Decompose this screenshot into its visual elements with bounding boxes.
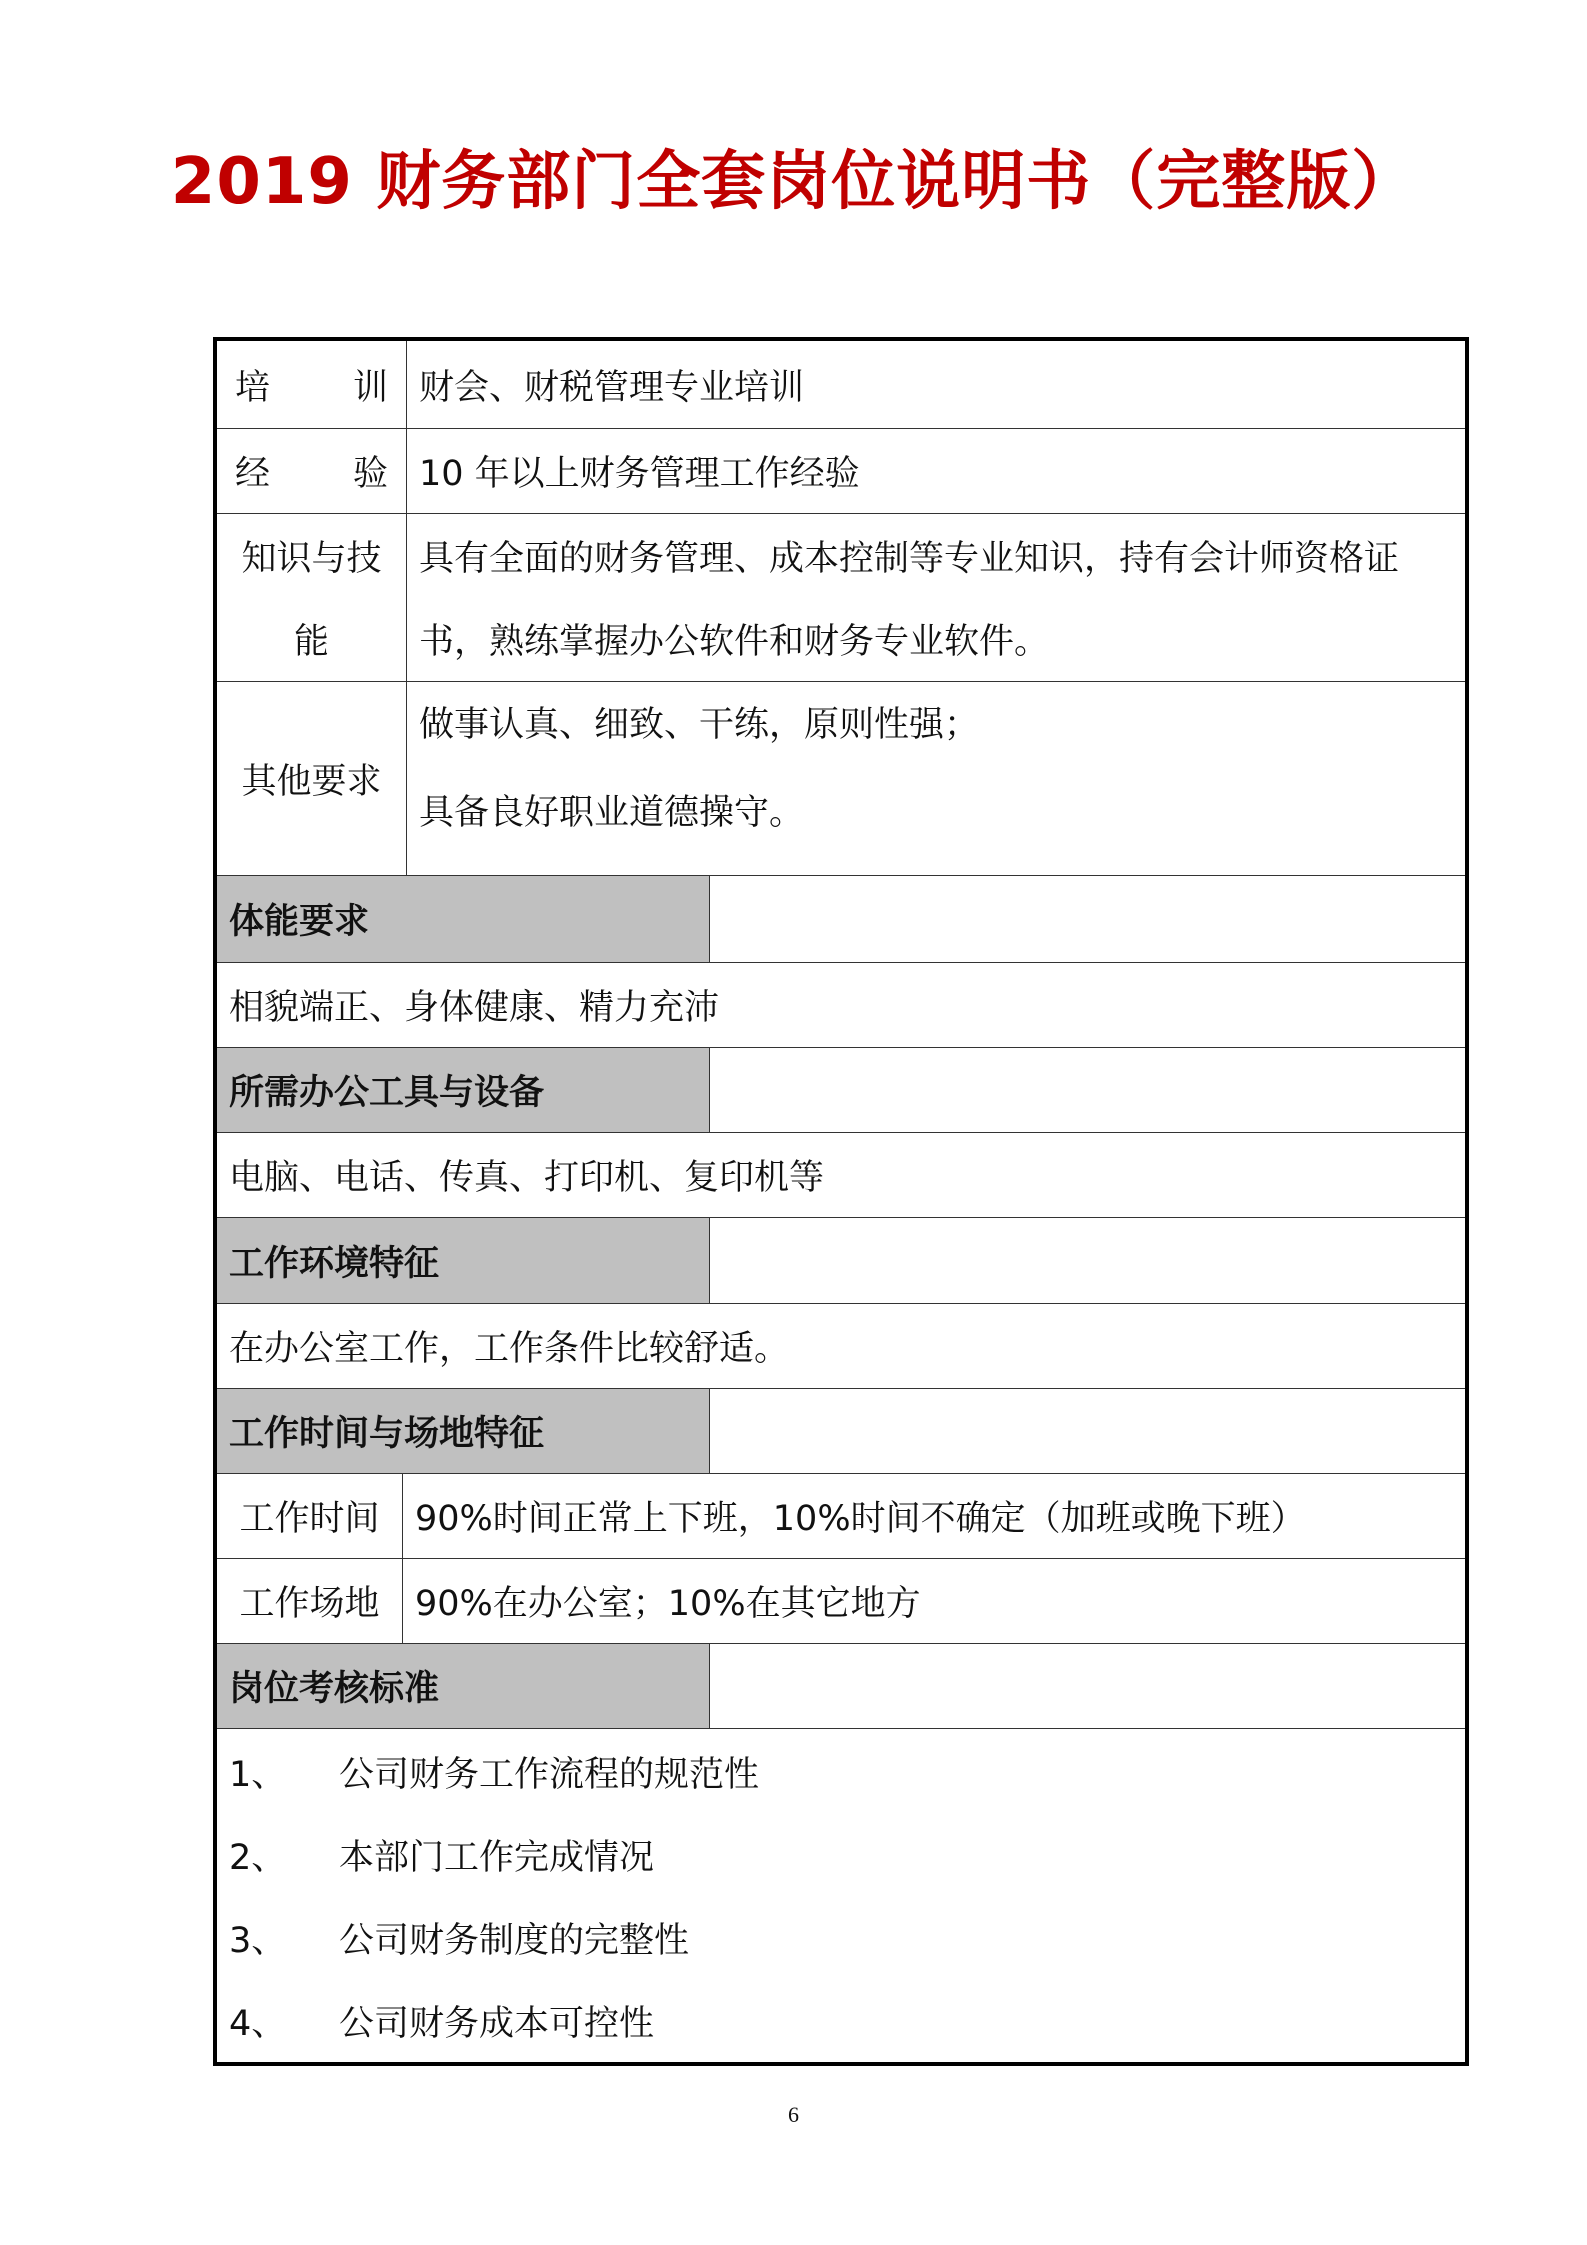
item-number: 3、	[229, 1920, 287, 1961]
row-equipment	[217, 1133, 1465, 1218]
value-line: 具有全面的财务管理、成本控制等专业知识，持有会计师资格证	[419, 538, 1400, 579]
value-training: 财会、财税管理专业培训	[419, 367, 805, 408]
value-skills	[407, 514, 1465, 681]
row-environment	[217, 1304, 1465, 1389]
label-skills	[217, 514, 407, 681]
item-number: 4、	[229, 2003, 287, 2044]
list-item	[229, 1814, 654, 1897]
value-line: 做事认真、细致、干练，原则性强；	[419, 705, 980, 745]
page-number: 6	[788, 2102, 799, 2127]
assessment-list	[217, 1729, 1465, 2062]
section-header-equipment	[217, 1048, 1465, 1133]
label-char: 验	[352, 454, 388, 494]
value-experience: 10 年以上财务管理工作经验	[419, 454, 860, 494]
item-text: 公司财务工作流程的规范性	[339, 1755, 760, 1796]
job-description-table	[213, 337, 1469, 2066]
value-environment: 在办公室工作，工作条件比较舒适。	[229, 1329, 790, 1369]
row-physical	[217, 963, 1465, 1048]
label-work-place: 工作场地	[217, 1559, 403, 1643]
list-item	[229, 1897, 689, 1980]
item-text: 本部门工作完成情况	[339, 1838, 655, 1879]
list-item	[229, 1731, 759, 1814]
assessment-items	[217, 1729, 1465, 2062]
label-line: 能	[293, 622, 329, 663]
label-work-time: 工作时间	[217, 1474, 403, 1558]
label-char: 训	[352, 367, 388, 408]
item-text: 公司财务成本可控性	[339, 2003, 655, 2044]
section-header-time-place	[217, 1389, 1465, 1474]
item-number: 1、	[229, 1755, 287, 1796]
value-work-place: 90%在办公室；10%在其它地方	[415, 1584, 921, 1624]
label-other: 其他要求	[217, 682, 407, 875]
item-text: 公司财务制度的完整性	[339, 1920, 690, 1961]
value-line: 书，熟练掌握办公软件和财务专业软件。	[419, 622, 1050, 663]
label-char: 经	[235, 454, 271, 494]
value-equipment: 电脑、电话、传真、打印机、复印机等	[229, 1158, 825, 1198]
section-title: 岗位考核标准	[217, 1644, 710, 1728]
row-other	[217, 682, 1465, 876]
label-char: 培	[235, 367, 271, 408]
label-line: 知识与技	[241, 538, 382, 579]
value-other	[407, 682, 1465, 875]
row-work-place	[217, 1559, 1465, 1644]
label-training	[217, 341, 407, 428]
row-work-time	[217, 1474, 1465, 1559]
section-header-physical	[217, 876, 1465, 963]
row-experience	[217, 429, 1465, 514]
page-title: 2019 财务部门全套岗位说明书（完整版）	[170, 145, 1417, 219]
value-work-time: 90%时间正常上下班，10%时间不确定（加班或晚下班）	[415, 1499, 1306, 1539]
section-title: 所需办公工具与设备	[217, 1048, 710, 1132]
item-number: 2、	[229, 1838, 287, 1879]
section-header-assessment	[217, 1644, 1465, 1729]
value-line: 具备良好职业道德操守。	[419, 793, 805, 833]
section-title: 体能要求	[217, 876, 710, 962]
row-skills	[217, 514, 1465, 682]
section-title: 工作时间与场地特征	[217, 1389, 710, 1473]
section-header-environment	[217, 1218, 1465, 1304]
section-title: 工作环境特征	[217, 1218, 710, 1303]
value-physical: 相貌端正、身体健康、精力充沛	[229, 988, 720, 1028]
label-experience	[217, 429, 407, 513]
row-training	[217, 341, 1465, 429]
list-item	[229, 1979, 654, 2062]
